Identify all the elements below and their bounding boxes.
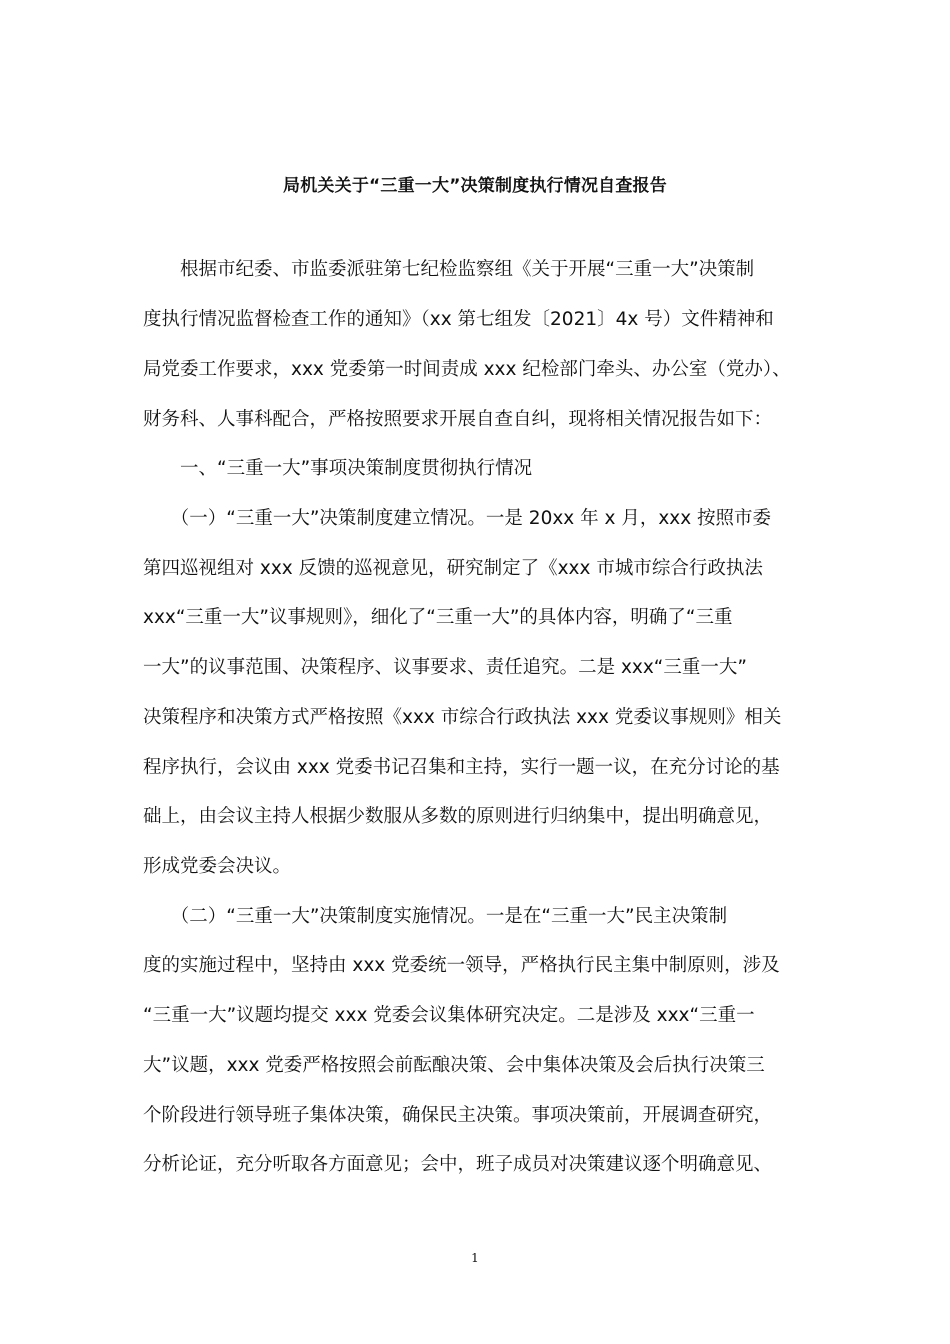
body-line: 一大”的议事范围、决策程序、议事要求、责任追究。二是 xxx“三重一大” — [143, 657, 747, 678]
section-heading: 一、“三重一大”事项决策制度贯彻执行情况 — [143, 458, 533, 479]
page-number: 1 — [471, 1251, 479, 1265]
body-line: 度的实施过程中，坚持由 xxx 党委统一领导，严格执行民主集中制原则，涉及 — [143, 955, 780, 976]
body-line: xxx“三重一大”议事规则》，细化了“三重一大”的具体内容，明确了“三重 — [143, 607, 733, 628]
body-line: “三重一大”议题均提交 xxx 党委会议集体研究决定。二是涉及 xxx“三重一 — [143, 1005, 755, 1026]
body-line: 第四巡视组对 xxx 反馈的巡视意见，研究制定了《xxx 市城市综合行政执法 — [143, 558, 763, 579]
body-line: 财务科、人事科配合，严格按照要求开展自查自纠，现将相关情况报告如下： — [143, 409, 773, 430]
body-line: 度执行情况监督检查工作的通知》（xx 第七组发〔2021〕4x 号）文件精神和 — [143, 309, 774, 330]
body-line: （一）“三重一大”决策制度建立情况。一是 20xx 年 x 月，xxx 按照市委 — [143, 508, 772, 529]
body-line: 个阶段进行领导班子集体决策，确保民主决策。事项决策前，开展调查研究， — [143, 1105, 773, 1126]
report-title: 局机关关于“三重一大”决策制度执行情况自查报告 — [283, 176, 667, 196]
body-line: （二）“三重一大”决策制度实施情况。一是在“三重一大”民主决策制 — [143, 906, 728, 927]
body-line: 程序执行，会议由 xxx 党委书记召集和主持，实行一题一议，在充分讨论的基 — [143, 757, 780, 778]
body-line: 础上，由会议主持人根据少数服从多数的原则进行归纳集中，提出明确意见， — [143, 806, 773, 827]
body-line: 大”议题，xxx 党委严格按照会前酝酿决策、会中集体决策及会后执行决策三 — [143, 1055, 765, 1076]
body-line: 分析论证，充分听取各方面意见；会中，班子成员对决策建议逐个明确意见、 — [143, 1154, 773, 1175]
body-line: 根据市纪委、市监委派驻第七纪检监察组《关于开展“三重一大”决策制 — [143, 259, 755, 280]
body-line: 形成党委会决议。 — [143, 856, 292, 877]
body-line: 决策程序和决策方式严格按照《xxx 市综合行政执法 xxx 党委议事规则》相关 — [143, 707, 782, 728]
body-line: 局党委工作要求，xxx 党委第一时间责成 xxx 纪检部门牵头、办公室（党办）、 — [143, 359, 791, 380]
